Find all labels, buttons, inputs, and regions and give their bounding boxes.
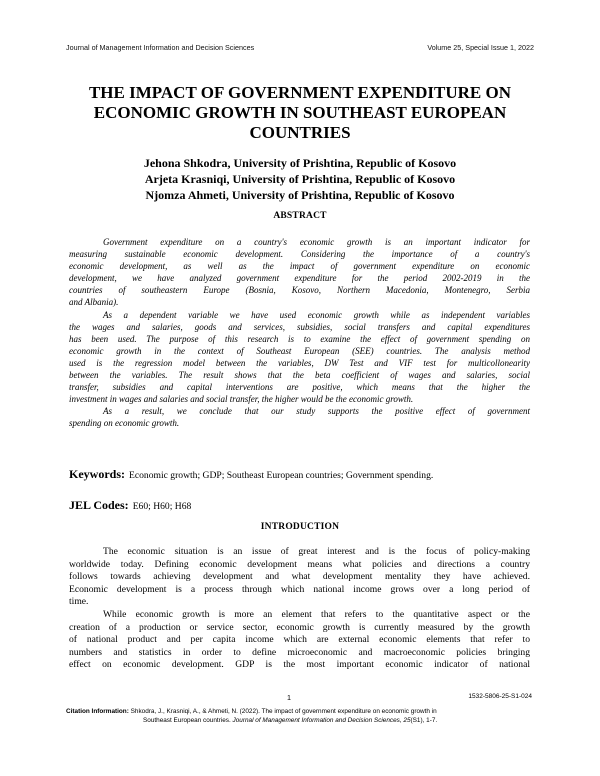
page-number: 1 [287, 693, 291, 702]
title-line: THE IMPACT OF GOVERNMENT EXPENDITURE ON [88, 83, 512, 102]
introduction-body [69, 546, 530, 672]
introduction-heading: INTRODUCTION [260, 522, 340, 532]
abstract-line: investment in wages and salaries and social transfer, the higher would be the economic growth. [69, 394, 414, 405]
body-line: Economic development is a process through which national income grows over a long period of [69, 583, 530, 595]
citation-label: Citation Information: [66, 708, 129, 715]
abstract-line: has been used. The purpose of this research is to examine the effect of government spending on [69, 333, 530, 344]
citation-information [66, 707, 536, 725]
volume-info: Volume 25, Special Issue 1, 2022 [427, 43, 534, 52]
body-line: The economic situation is an issue of great interest and is the focus of policy-making [103, 546, 530, 557]
body-line: effect on economic development. GDP is the most important economic indicator of national [69, 659, 530, 671]
body-line: of national product and per capita income which are external economic elements that refer to [69, 634, 530, 646]
article-id: 1532-5806-25-S1-024 [468, 693, 532, 700]
jel-codes-line [69, 496, 539, 514]
citation-text: Southeast European countries. [143, 717, 231, 724]
abstract-line: transfer, subsidies and capital interventions are positive, which means that the higher the [69, 382, 530, 393]
body-line: time. [69, 596, 89, 608]
citation-journal: Journal of Management Information and Decision Sciences, 25 [232, 717, 411, 724]
title-line: COUNTRIES [249, 123, 351, 142]
citation-tail: (S1), 1-7. [410, 717, 438, 724]
citation-text: Shkodra, J., Krasniqi, A., & Ahmeti, N. (2022). The impact of government expenditure on economic growth in [130, 708, 437, 715]
journal-name: Journal of Management Information and Decision Sciences [66, 43, 255, 52]
author: Jehona Shkodra, University of Prishtina, Republic of Kosovo [143, 156, 457, 170]
abstract-line: economic growth in the context of Southeast European (SEE) countries. The analysis method [69, 345, 530, 356]
author-list [60, 155, 540, 203]
jel-codes-label: JEL Codes: [69, 498, 129, 512]
body-line: numbers and statistics in order to define microeconomic and macroeconomic policies bringing [69, 646, 530, 658]
abstract-line: countries of southeastern Europe (Bosnia, Kosovo, Northern Macedonia, Montenegro, Serbia [69, 285, 530, 296]
body-line: follows towards achieving development and what development mentality they have achieved. [69, 571, 530, 583]
abstract-line: As a result, we conclude that our study supports the positive effect of government [103, 406, 530, 417]
abstract-line: used is the regression model between the variables, DW Test and VIF test for multicollonearity [69, 357, 530, 368]
abstract-line: and Albania). [69, 297, 119, 308]
abstract-line: between the variables. The result shows that the beta coefficient of wages and salaries, social [69, 370, 530, 381]
body-line: creation of a production or service sector, economic growth is currently measured by the growth [69, 621, 530, 633]
abstract-line: the wages and salaries, goods and services, subsidies, social transfers and capital expenditures [69, 321, 530, 332]
paper-title [60, 83, 540, 143]
abstract-line: economic development, as well as the impact of government expenditure on economic [69, 261, 530, 272]
jel-codes-value: E60; H60; H68 [132, 501, 192, 512]
body-line: worldwide today. Defining economic development means what policies and directions a country [69, 558, 530, 570]
abstract-line: measuring sustainable economic development. Considering the importance of a country's [69, 249, 530, 260]
author: Njomza Ahmeti, University of Prishtina, Republic of Kosovo [145, 188, 455, 202]
keywords-line [69, 465, 539, 483]
abstract-line: spending on economic growth. [69, 418, 180, 429]
abstract-heading: ABSTRACT [273, 211, 327, 221]
title-line: ECONOMIC GROWTH IN SOUTHEAST EUROPEAN [93, 103, 507, 122]
abstract-body [69, 236, 530, 430]
abstract-line: Government expenditure on a country's economic growth is an important indicator for [103, 237, 530, 247]
author: Arjeta Krasniqi, University of Prishtina, Republic of Kosovo [144, 172, 456, 186]
body-line: While economic growth is more an element that refers to the quantitative aspect or the [103, 608, 530, 620]
abstract-line: development, we have analyzed government expenditure for the period 2002-2019 in the [69, 273, 530, 284]
abstract-line: As a dependent variable we have used economic growth while as independent variables [103, 309, 530, 320]
keywords-value: Economic growth; GDP; Southeast European countries; Government spending. [129, 470, 434, 481]
keywords-label: Keywords: [69, 467, 125, 481]
